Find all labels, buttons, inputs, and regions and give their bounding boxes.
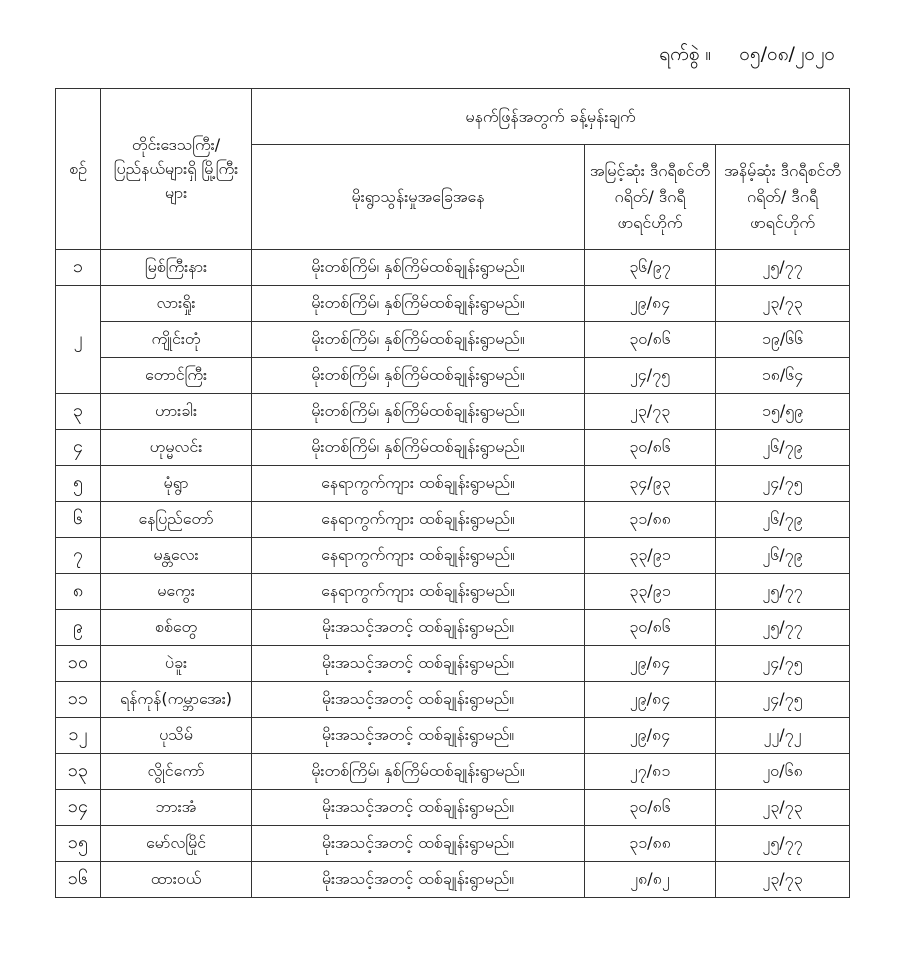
- condition-cell: နေရာကွက်ကျား ထစ်ချုန်းရွာမည်။: [252, 538, 585, 574]
- header-city: [101, 89, 252, 250]
- serial-cell: ၄: [56, 430, 101, 466]
- min-temp-cell: ၂၆/၇၉: [716, 502, 850, 538]
- min-temp-cell: ၂၅/၇၇: [716, 574, 850, 610]
- condition-cell: နေရာကွက်ကျား ထစ်ချုန်းရွာမည်။: [252, 574, 585, 610]
- table-row: [56, 358, 850, 394]
- serial-cell: ၆: [56, 502, 101, 538]
- max-temp-cell: ၃၀/၈၆: [585, 610, 716, 646]
- serial-cell: ၁၁: [56, 682, 101, 718]
- table-row: [56, 430, 850, 466]
- min-temp-cell: ၂၅/၇၇: [716, 610, 850, 646]
- min-temp-cell: ၂၅/၇၇: [716, 250, 850, 286]
- serial-cell: ၂: [56, 286, 101, 394]
- condition-cell: မိုးတစ်ကြိမ်၊ နှစ်ကြိမ်ထစ်ချုန်းရွာမည်။: [252, 394, 585, 430]
- serial-cell: ၃: [56, 394, 101, 430]
- min-temp-cell: ၂၃/၇၃: [716, 790, 850, 826]
- min-temp-cell: ၂၄/၇၅: [716, 682, 850, 718]
- header-max: [585, 145, 716, 250]
- city-cell: မကွေး: [101, 574, 252, 610]
- min-temp-cell: ၂၄/၇၅: [716, 646, 850, 682]
- max-temp-cell: ၃၃/၉၁: [585, 538, 716, 574]
- condition-cell: နေရာကွက်ကျား ထစ်ချုန်းရွာမည်။: [252, 466, 585, 502]
- condition-cell: မိုးအသင့်အတင့် ထစ်ချုန်းရွာမည်။: [252, 862, 585, 898]
- header-serial: စဉ်: [56, 89, 101, 250]
- city-cell: ဘားအံ: [101, 790, 252, 826]
- condition-cell: မိုးတစ်ကြိမ်၊ နှစ်ကြိမ်ထစ်ချုန်းရွာမည်။: [252, 754, 585, 790]
- table-row: [56, 682, 850, 718]
- table-row: [56, 250, 850, 286]
- condition-cell: မိုးတစ်ကြိမ်၊ နှစ်ကြိမ်ထစ်ချုန်းရွာမည်။: [252, 286, 585, 322]
- header-min: [716, 145, 850, 250]
- serial-cell: ၉: [56, 610, 101, 646]
- condition-cell: နေရာကွက်ကျား ထစ်ချုန်းရွာမည်။: [252, 502, 585, 538]
- min-temp-cell: ၁၉/၆၆: [716, 322, 850, 358]
- max-temp-cell: ၂၉/၈၄: [585, 286, 716, 322]
- serial-cell: ၁၄: [56, 790, 101, 826]
- serial-cell: ၈: [56, 574, 101, 610]
- table-row: [56, 394, 850, 430]
- serial-cell: ၁၀: [56, 646, 101, 682]
- condition-cell: မိုးတစ်ကြိမ်၊ နှစ်ကြိမ်ထစ်ချုန်းရွာမည်။: [252, 358, 585, 394]
- table-row: [56, 826, 850, 862]
- condition-cell: မိုးအသင့်အတင့် ထစ်ချုန်းရွာမည်။: [252, 610, 585, 646]
- city-cell: မော်လမြိုင်: [101, 826, 252, 862]
- max-temp-cell: ၂၉/၈၄: [585, 718, 716, 754]
- serial-cell: ၁၃: [56, 754, 101, 790]
- city-cell: စစ်တွေ: [101, 610, 252, 646]
- serial-cell: ၁၂: [56, 718, 101, 754]
- table-row: [56, 574, 850, 610]
- city-cell: ဟားခါး: [101, 394, 252, 430]
- max-temp-cell: ၃၀/၈၆: [585, 430, 716, 466]
- condition-cell: မိုးအသင့်အတင့် ထစ်ချုန်းရွာမည်။: [252, 646, 585, 682]
- min-temp-cell: ၂၀/၆၈: [716, 754, 850, 790]
- max-temp-cell: ၃၃/၉၁: [585, 574, 716, 610]
- city-cell: လွိုင်ကော်: [101, 754, 252, 790]
- max-temp-cell: ၂၇/၈၁: [585, 754, 716, 790]
- min-temp-cell: ၂၃/၇၃: [716, 286, 850, 322]
- min-temp-cell: ၂၆/၇၉: [716, 538, 850, 574]
- min-temp-cell: ၂၆/၇၉: [716, 430, 850, 466]
- header-min-text: အနိမ့်ဆုံး ဒီဂရီစင်တီဂရိတ်/ ဒီဂရီဖာရင်ဟိုက်: [724, 161, 841, 232]
- max-temp-cell: ၃၆/၉၇: [585, 250, 716, 286]
- max-temp-cell: ၃၀/၈၆: [585, 790, 716, 826]
- city-cell: ပဲခူး: [101, 646, 252, 682]
- city-cell: တောင်ကြီး: [101, 358, 252, 394]
- date-value: ၀၅/၀၈/၂၀၂၀: [739, 43, 835, 65]
- condition-cell: မိုးအသင့်အတင့် ထစ်ချုန်းရွာမည်။: [252, 826, 585, 862]
- city-cell: နေပြည်တော်: [101, 502, 252, 538]
- condition-cell: မိုးအသင့်အတင့် ထစ်ချုန်းရွာမည်။: [252, 718, 585, 754]
- max-temp-cell: ၂၉/၈၄: [585, 646, 716, 682]
- forecast-table: [55, 88, 850, 898]
- header-max-text: အမြင့်ဆုံး ဒီဂရီစင်တီဂရိတ်/ ဒီဂရီဖာရင်ဟိုက်: [589, 161, 711, 232]
- min-temp-cell: ၂၃/၇၃: [716, 862, 850, 898]
- table-row: [56, 718, 850, 754]
- max-temp-cell: ၃၁/၈၈: [585, 502, 716, 538]
- table-row: [56, 286, 850, 322]
- table-row: [56, 466, 850, 502]
- city-cell: လားရှိုး: [101, 286, 252, 322]
- condition-cell: မိုးတစ်ကြိမ်၊ နှစ်ကြိမ်ထစ်ချုန်းရွာမည်။: [252, 430, 585, 466]
- min-temp-cell: ၁၅/၅၉: [716, 394, 850, 430]
- city-cell: မြစ်ကြီးနား: [101, 250, 252, 286]
- serial-cell: ၁၅: [56, 826, 101, 862]
- city-cell: မုံရွာ: [101, 466, 252, 502]
- city-cell: မန္တလေး: [101, 538, 252, 574]
- condition-cell: မိုးတစ်ကြိမ်၊ နှစ်ကြိမ်ထစ်ချုန်းရွာမည်။: [252, 250, 585, 286]
- condition-cell: မိုးအသင့်အတင့် ထစ်ချုန်းရွာမည်။: [252, 790, 585, 826]
- table-row: [56, 322, 850, 358]
- header-condition: မိုးရွာသွန်းမှုအခြေအနေ: [252, 145, 585, 250]
- min-temp-cell: ၂၄/၇၅: [716, 466, 850, 502]
- date-label: ရက်စွဲ ။: [659, 43, 712, 65]
- city-cell: ရန်ကုန်(ကမ္ဘာအေး): [101, 682, 252, 718]
- max-temp-cell: ၂၄/၇၅: [585, 358, 716, 394]
- table-row: [56, 862, 850, 898]
- header-city-text: တိုင်းဒေသကြီး/ ပြည်နယ်များရှိ မြို့ကြီးများ: [113, 135, 239, 202]
- max-temp-cell: ၃၄/၉၃: [585, 466, 716, 502]
- table-row: [56, 790, 850, 826]
- min-temp-cell: ၁၈/၆၄: [716, 358, 850, 394]
- city-cell: ကျိုင်းတုံ: [101, 322, 252, 358]
- serial-cell: ၁၆: [56, 862, 101, 898]
- table-row: [56, 538, 850, 574]
- max-temp-cell: ၂၉/၈၄: [585, 682, 716, 718]
- table-row: [56, 610, 850, 646]
- min-temp-cell: ၂၂/၇၂: [716, 718, 850, 754]
- condition-cell: မိုးတစ်ကြိမ်၊ နှစ်ကြိမ်ထစ်ချုန်းရွာမည်။: [252, 322, 585, 358]
- condition-cell: မိုးအသင့်အတင့် ထစ်ချုန်းရွာမည်။: [252, 682, 585, 718]
- max-temp-cell: ၂၃/၇၃: [585, 394, 716, 430]
- city-cell: ထားဝယ်: [101, 862, 252, 898]
- table-row: [56, 646, 850, 682]
- serial-cell: ၁: [56, 250, 101, 286]
- serial-cell: ၇: [56, 538, 101, 574]
- max-temp-cell: ၃၁/၈၈: [585, 826, 716, 862]
- city-cell: ပုသိမ်: [101, 718, 252, 754]
- serial-cell: ၅: [56, 466, 101, 502]
- city-cell: ဟုမ္မလင်း: [101, 430, 252, 466]
- min-temp-cell: ၂၅/၇၇: [716, 826, 850, 862]
- header-forecast-group: မနက်ဖြန်အတွက် ခန့်မှန်းချက်: [252, 89, 850, 145]
- max-temp-cell: ၂၈/၈၂: [585, 862, 716, 898]
- date-line: [659, 42, 835, 70]
- table-row: [56, 754, 850, 790]
- table-row: [56, 502, 850, 538]
- max-temp-cell: ၃၀/၈၆: [585, 322, 716, 358]
